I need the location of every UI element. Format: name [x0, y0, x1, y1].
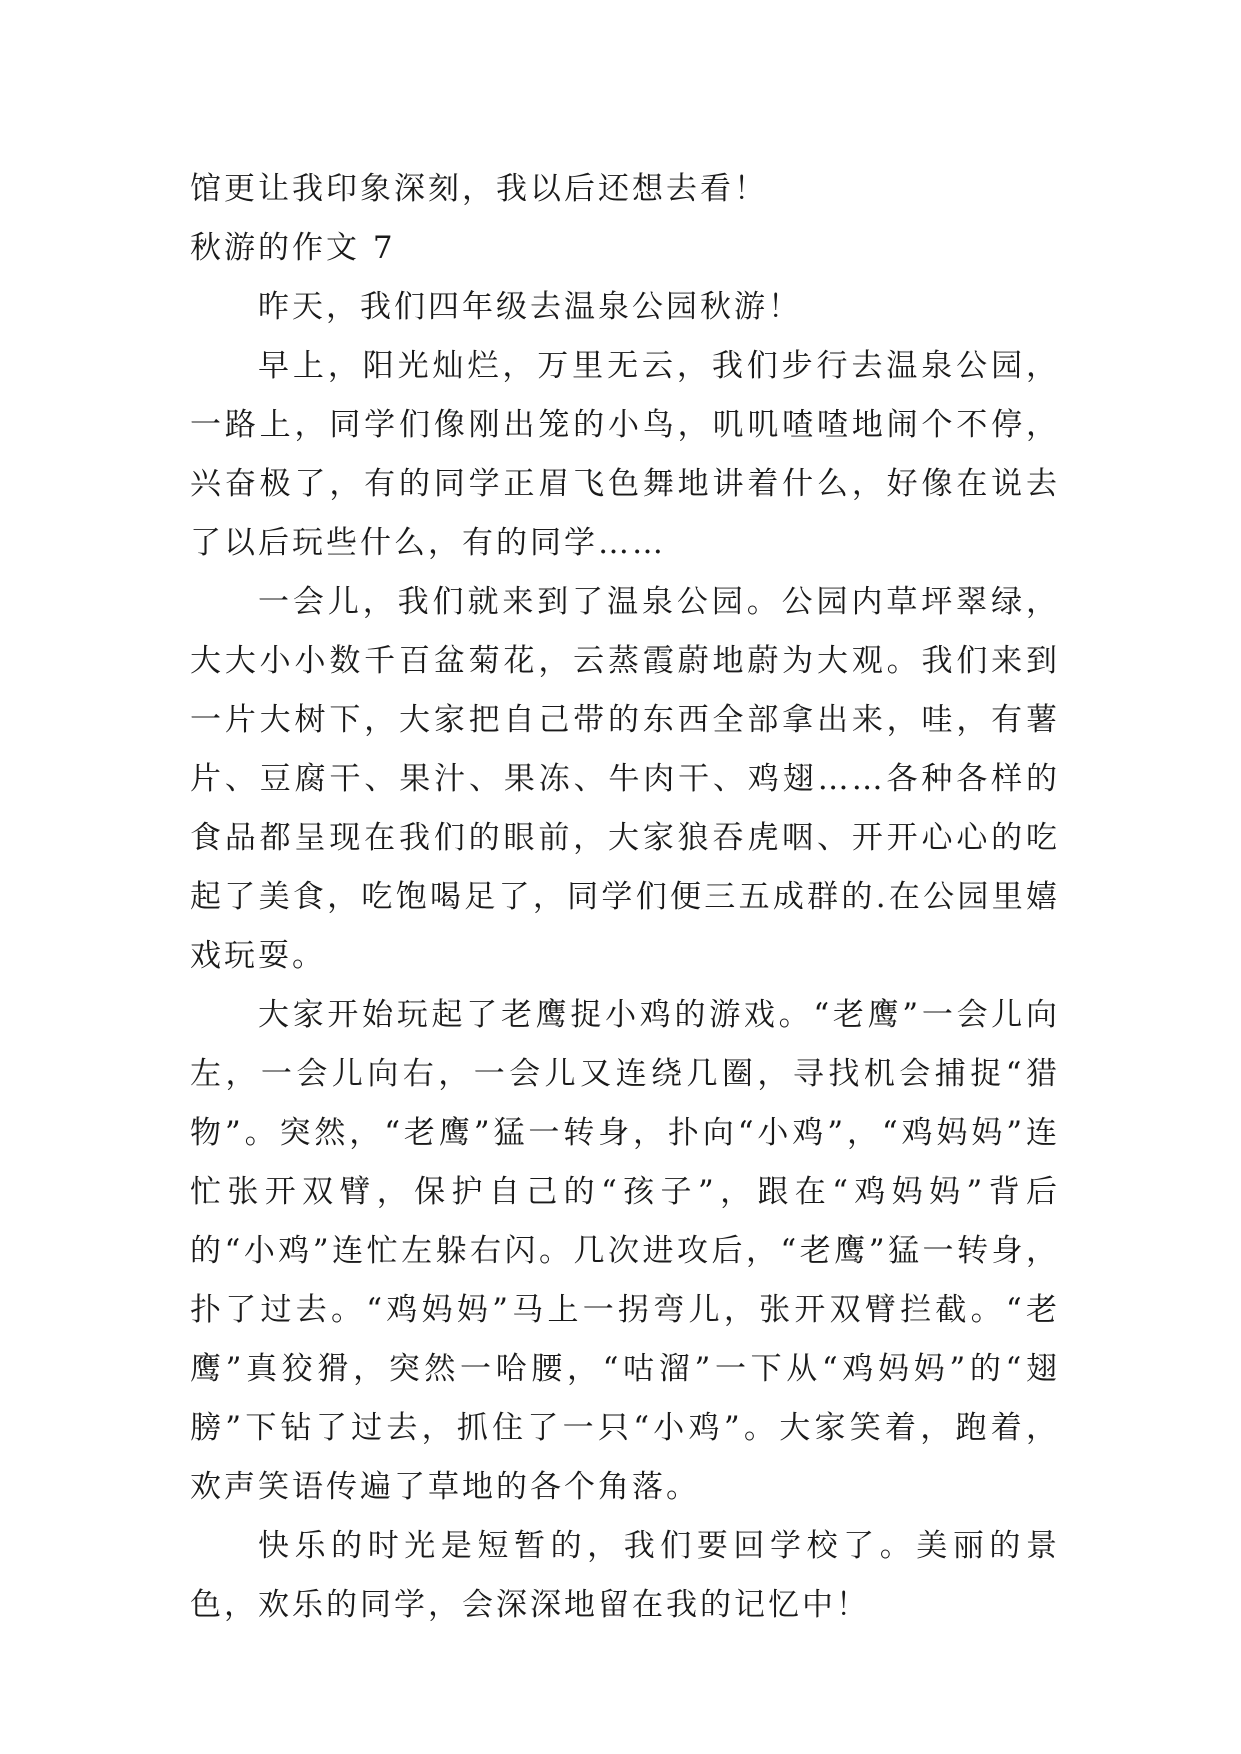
paragraph-4: 大家开始玩起了老鹰捉小鸡的游戏。“老鹰”一会儿向左，一会儿向右，一会儿又连绕几圈，寻找机会捕捉“猎物”。突然，“老鹰”猛一转身，扑向“小鸡”，“鸡妈妈”连忙张开双臂，保护自己的“孩子”，跟在“鸡妈妈”背后的“小鸡”连忙左躲右闪。几次进攻后，“老鹰”猛一转身，扑了过去。“鸡妈妈”马上一拐弯儿，张开双臂拦截。“老鹰”真狡猾，突然一哈腰，“咕溜”一下从“鸡妈妈”的“翅膀”下钻了过去，抓住了一只“小鸡”。大家笑着，跑着，欢声笑语传遍了草地的各个角落。: [190, 997, 1060, 1505]
continuation-line: 馆更让我印象深刻，我以后还想去看！: [190, 171, 768, 207]
document-page: [190, 160, 1060, 1635]
paragraph-5: 快乐的时光是短暂的，我们要回学校了。美丽的景色，欢乐的同学，会深深地留在我的记忆中！: [190, 1528, 1060, 1623]
paragraph-2: 早上，阳光灿烂，万里无云，我们步行去温泉公园，一路上，同学们像刚出笼的小鸟，叽叽喳喳地闹个不停，兴奋极了，有的同学正眉飞色舞地讲着什么，好像在说去了以后玩些什么，有的同学……: [190, 348, 1060, 561]
paragraph-1: 昨天，我们四年级去温泉公园秋游！: [258, 289, 802, 325]
section-heading: 秋游的作文 7: [190, 230, 396, 266]
paragraph-3: 一会儿，我们就来到了温泉公园。公园内草坪翠绿，大大小小数千百盆菊花，云蒸霞蔚地蔚为大观。我们来到一片大树下，大家把自己带的东西全部拿出来，哇，有薯片、豆腐干、果汁、果冻、牛肉干、鸡翅……各种各样的食品都呈现在我们的眼前，大家狼吞虎咽、开开心心的吃起了美食，吃饱喝足了，同学们便三五成群的.在公园里嬉戏玩耍。: [190, 584, 1060, 974]
